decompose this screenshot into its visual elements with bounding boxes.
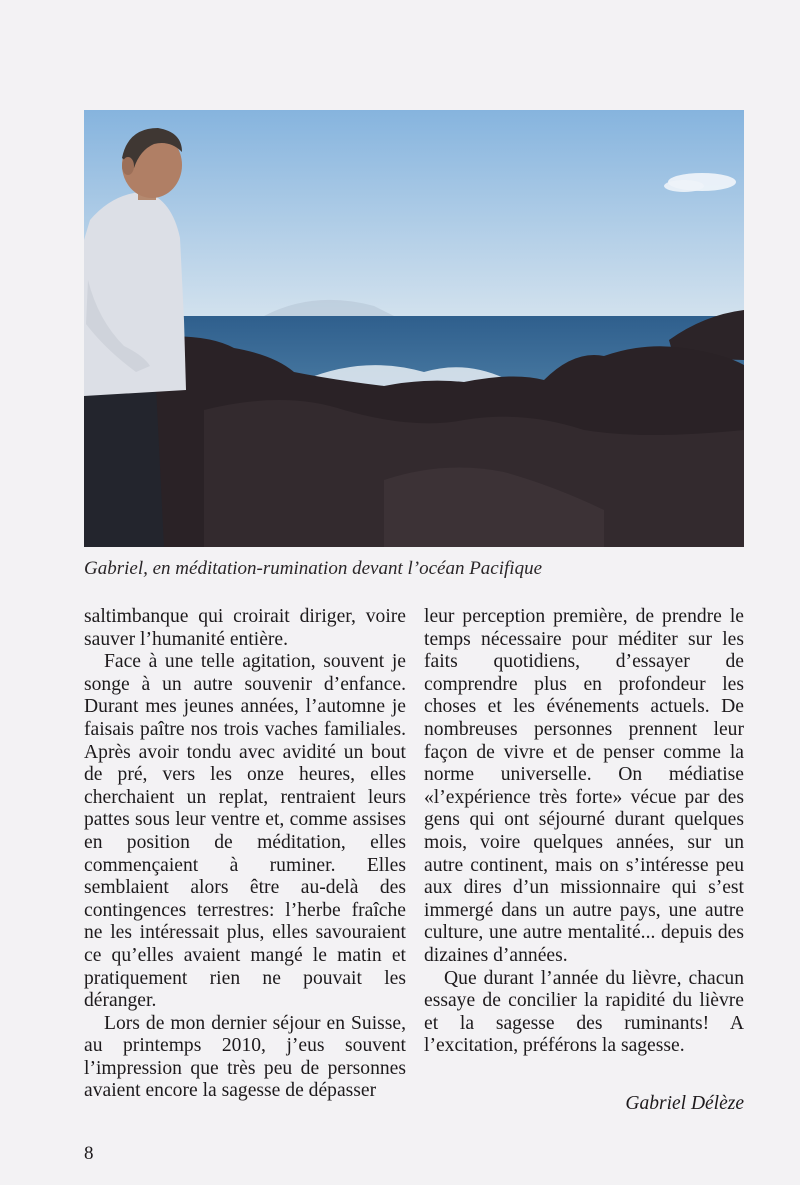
photo-man-looking-at-ocean-icon [84,110,744,547]
author-signature: Gabriel Délèze [625,1093,744,1114]
text-column-left [84,606,406,1103]
paragraph: Face à une telle agitation, souvent je songe à un autre souvenir d’enfance. Durant mes jeunes années, l’automne je faisais paître nos trois vaches familiales. Après avoir tondu avec avidité un bout de pré, vers les onze heures, elles cherchaient un replat, rentraient leurs pattes sous leur ventre et, comme assises en position de méditation, elles commençaient à ruminer. Elles semblaient alors être au-delà des contingences terrestres: l’herbe fraîche ne les intéressait plus, elles savouraient ce qu’elles avaient mangé le matin et pratiquement rien ne pouvait les déranger. [84,651,406,1012]
paragraph: Lors de mon dernier séjour en Suisse, au printemps 2010, j’eus souvent l’impression que très peu de personnes avaient encore la sagesse de dépasser [84,1012,406,1102]
paragraph: saltimbanque qui croirait diriger, voire sauver l’humanité entière. [84,606,406,650]
paragraph: leur perception première, de prendre le temps nécessaire pour méditer sur les faits quotidiens, d’essayer de comprendre plus en profondeur les choses et les événements actuels. De nombreuses personnes prennent leur façon de vivre et de penser comme la norme universelle. On médiatise «l’expérience très forte» vécue par des gens qui ont séjourné durant quelques mois, voire quelques années, sur un autre continent, mais on s’intéresse peu aux dires d’un missionnaire qui s’est immergé dans un autre pays, une autre culture, une autre mentalité... depuis des dizaines d’années. [424,606,744,966]
text-column-right [424,606,744,1058]
page-number: 8 [84,1143,94,1164]
photo-caption: Gabriel, en méditation-rumination devant l’océan Pacifique [84,558,543,579]
paragraph: Que durant l’année du lièvre, chacun essaye de concilier la rapidité du lièvre et la sagesse des ruminants! A l’excitation, préférons la sagesse. [424,967,744,1057]
ocean-photo [84,110,744,547]
